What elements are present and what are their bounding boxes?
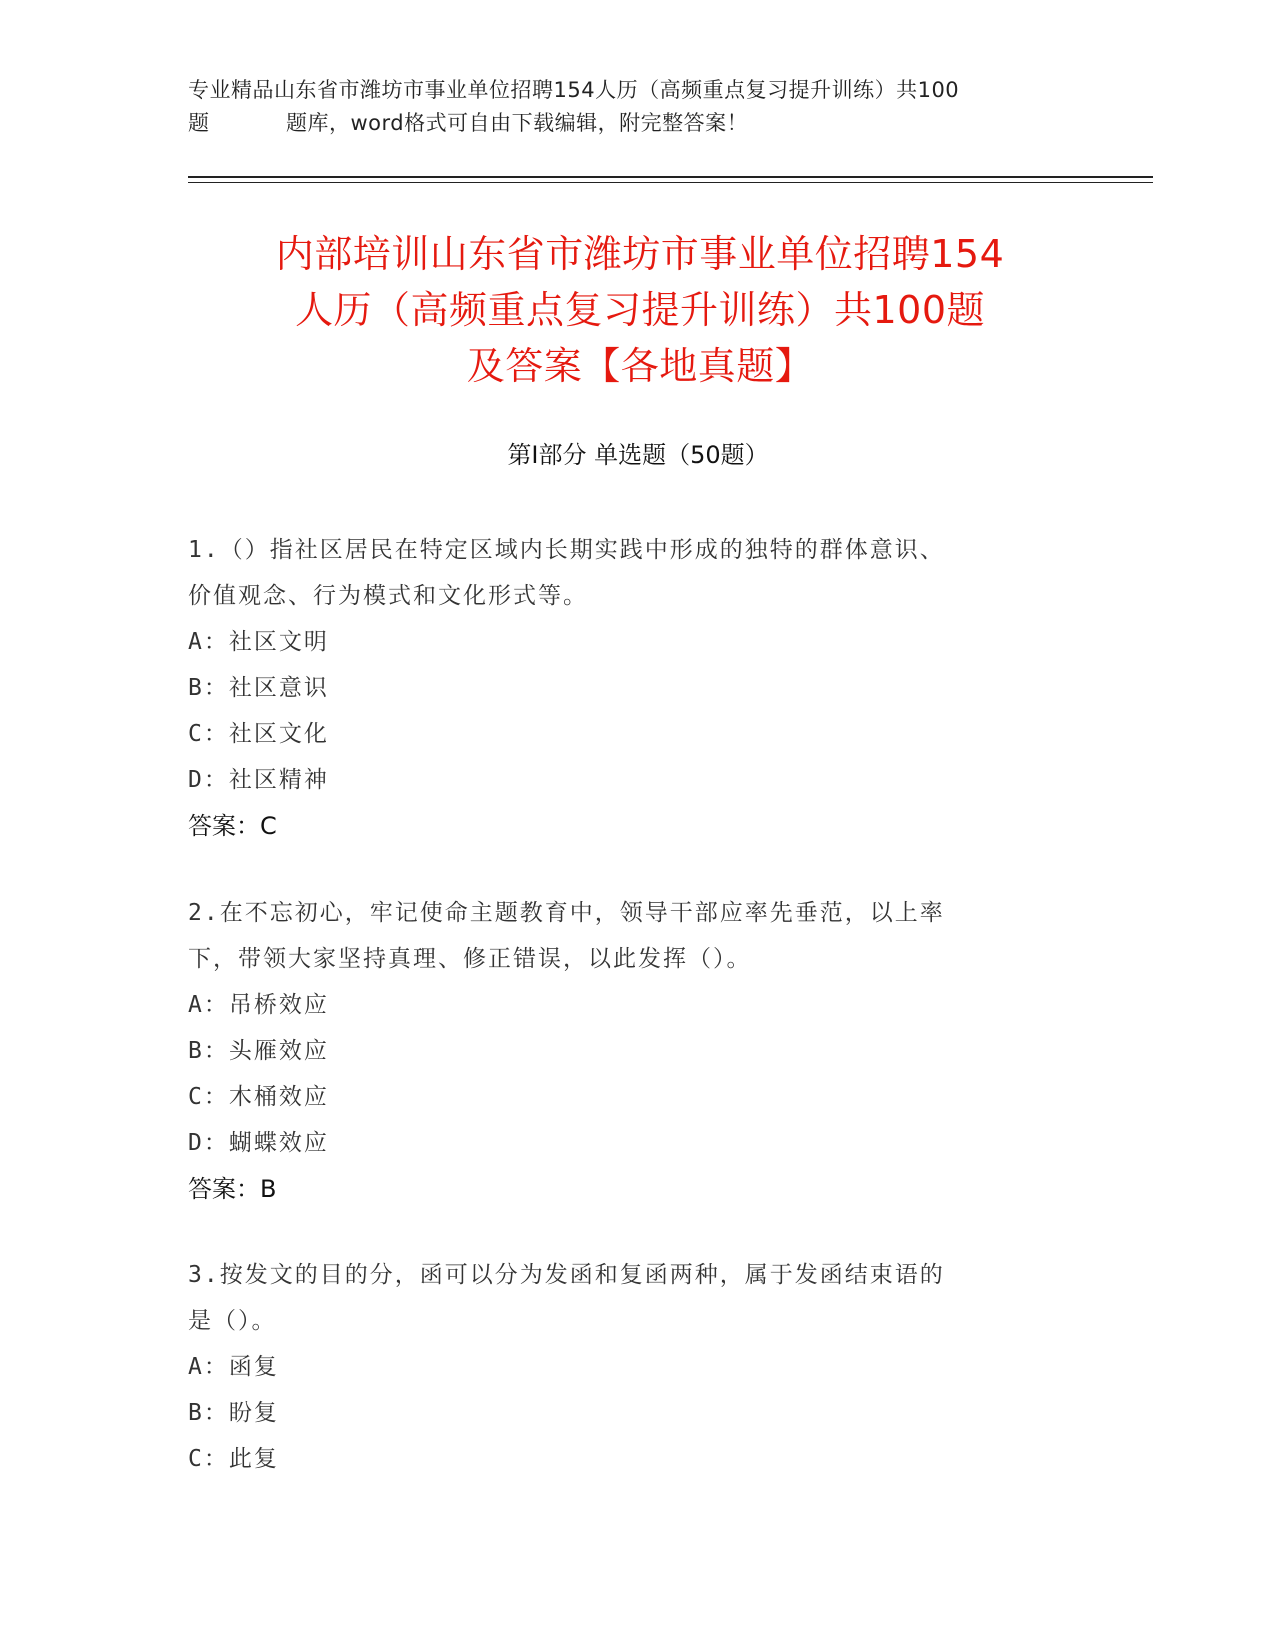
question-2 — [188, 890, 1088, 1212]
question-stem-line-1: 1.（）指社区居民在特定区域内长期实践中形成的独特的群体意识、 — [188, 537, 945, 563]
document-header — [188, 74, 1088, 140]
question-stem-line-2: 是（）。 — [188, 1308, 277, 1334]
answer-label: 答案：C — [188, 812, 277, 840]
option-a: A：函复 — [188, 1354, 279, 1380]
option-c: C：此复 — [188, 1446, 279, 1472]
title-line-1: 内部培训山东省市潍坊市事业单位招聘154 — [275, 232, 1005, 276]
question-stem-line-2: 下，带领大家坚持真理、修正错误，以此发挥（）。 — [188, 946, 752, 972]
question-1 — [188, 527, 1088, 849]
title-line-3: 及答案【各地真题】 — [466, 344, 814, 388]
answer-label: 答案：B — [188, 1175, 277, 1203]
header-line-2 — [188, 107, 1088, 140]
question-stem-line-2: 价值观念、行为模式和文化形式等。 — [188, 583, 588, 609]
header-line-2-start: 题 — [188, 111, 210, 135]
header-divider-thick — [188, 176, 1153, 178]
section-heading: 第Ⅰ部分 单选题（50题） — [507, 441, 769, 469]
question-stem-line-1: 2.在不忘初心，牢记使命主题教育中，领导干部应率先垂范，以上率 — [188, 900, 945, 926]
header-line-2-rest: 题库，word格式可自由下载编辑，附完整答案！ — [286, 111, 749, 135]
option-c: C：社区文化 — [188, 721, 329, 747]
question-3 — [188, 1252, 1088, 1482]
option-b: B：头雁效应 — [188, 1038, 329, 1064]
document-title — [190, 226, 1090, 394]
option-a: A：吊桥效应 — [188, 992, 329, 1018]
header-line-1: 专业精品山东省市潍坊市事业单位招聘154人历（高频重点复习提升训练）共100 — [188, 78, 960, 102]
option-a: A：社区文明 — [188, 629, 329, 655]
option-d: D：社区精神 — [188, 767, 329, 793]
question-stem-line-1: 3.按发文的目的分，函可以分为发函和复函两种，属于发函结束语的 — [188, 1262, 945, 1288]
header-divider-thin — [188, 182, 1153, 183]
option-b: B：社区意识 — [188, 675, 329, 701]
option-c: C：木桶效应 — [188, 1084, 329, 1110]
option-d: D：蝴蝶效应 — [188, 1130, 329, 1156]
option-b: B：盼复 — [188, 1400, 279, 1426]
title-line-2: 人历（高频重点复习提升训练）共100题 — [294, 288, 986, 332]
